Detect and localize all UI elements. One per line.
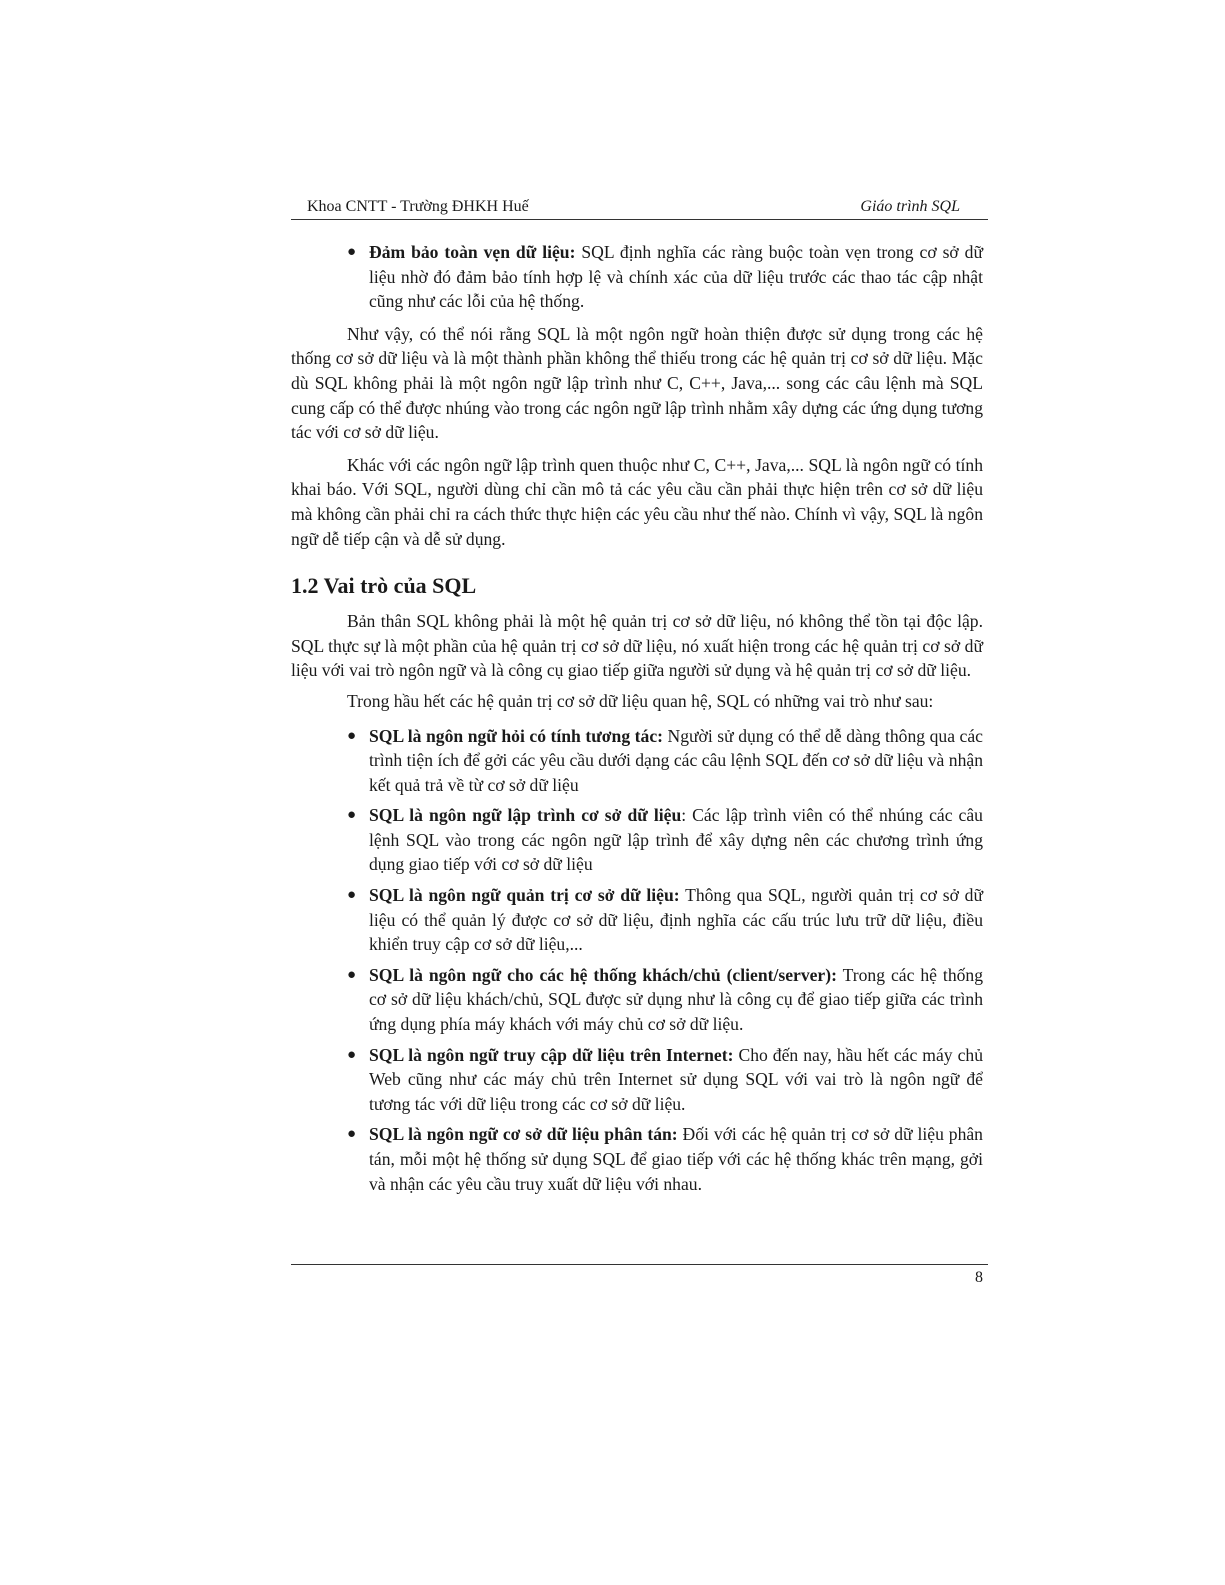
bullet-text: : Các lập trình viên có thể nhúng các câu lệnh SQL vào trong các ngôn ngữ lập trình để xây dựng nên các chương trình ứng dụng giao tiếp với cơ sở dữ liệu (369, 805, 983, 875)
bullet-role-client-server (291, 963, 983, 1037)
bullet-icon: ● (347, 887, 357, 904)
header-institution: Khoa CNTT - Trường ĐHKH Huế (307, 198, 529, 215)
bullet-term: SQL là ngôn ngữ lập trình cơ sở dữ liệu (369, 805, 682, 826)
page-content (291, 240, 983, 1202)
bullet-text: Cho đến nay, hầu hết các máy chủ Web cũng như các máy chủ trên Internet sử dụng SQL với vai trò là ngôn ngữ để tương tác với dữ liệu trong các cơ sở dữ liệu. (369, 1044, 983, 1114)
bullet-term: SQL là ngôn ngữ hỏi có tính tương tác: (369, 725, 663, 746)
page-header (291, 192, 988, 220)
paragraph-declarative: Khác với các ngôn ngữ lập trình quen thuộc như C, C++, Java,... SQL là ngôn ngữ có tính khai báo. Với SQL, người dùng chỉ cần mô tả các yêu cầu cần phải thực hiện trên cơ sở dữ liệu mà không cần phải chỉ ra cách thức thực hiện các yêu cầu như thế nào. Chính vì vậy, SQL là ngôn ngữ dễ tiếp cận và dễ sử dụng. (291, 454, 983, 549)
bullet-term: SQL là ngôn ngữ quản trị cơ sở dữ liệu: (369, 885, 680, 906)
section-heading: 1.2 Vai trò của SQL (291, 573, 477, 599)
bullet-text: Trong các hệ thống cơ sở dữ liệu khách/chủ, SQL được sử dụng như là công cụ để giao tiếp giữa các trình ứng dụng phía máy khách với máy chủ cơ sở dữ liệu. (369, 964, 984, 1035)
bullet-text: Thông qua SQL, người quản trị cơ sở dữ liệu có thể quản lý được cơ sở dữ liệu, định nghĩa các cấu trúc lưu trữ dữ liệu, điều khiển truy cập cơ sở dữ liệu,... (369, 885, 983, 955)
bullet-icon: ● (347, 244, 357, 260)
document-page (291, 192, 988, 1302)
bullet-term: SQL là ngôn ngữ cho các hệ thống khách/chủ (client/server): (369, 964, 837, 985)
bullet-text: Người sử dụng có thể dễ dàng thông qua các trình tiện ích để gởi các yêu cầu dưới dạng các câu lệnh SQL đến cơ sở dữ liệu và nhận kết quả trả về từ cơ sở dữ liệu (369, 725, 983, 795)
bullet-data-integrity (291, 240, 983, 314)
header-book-title: Giáo trình SQL (860, 198, 960, 215)
bullet-text: Đối với các hệ quản trị cơ sở dữ liệu phân tán, mỗi một hệ thống sử dụng SQL để giao tiếp với các hệ thống khác trên mạng, gởi và nhận các yêu cầu truy xuất dữ liệu với nhau. (369, 1124, 983, 1194)
paragraph-role-list-intro: Trong hầu hết các hệ quản trị cơ sở dữ liệu quan hệ, SQL có những vai trò như sau: (347, 690, 934, 711)
bullet-term: SQL là ngôn ngữ truy cập dữ liệu trên Internet: (369, 1044, 734, 1065)
bullet-icon: ● (347, 807, 357, 824)
bullet-role-interactive (291, 724, 983, 798)
bullet-icon: ● (347, 1126, 357, 1143)
bullet-term: SQL là ngôn ngữ cơ sở dữ liệu phân tán: (369, 1124, 678, 1145)
paragraph-summary: Như vậy, có thể nói rằng SQL là một ngôn ngữ hoàn thiện được sử dụng trong các hệ thống cơ sở dữ liệu và là một thành phần không thể thiếu trong các hệ quản trị cơ sở dữ liệu. Mặc dù SQL không phải là một ngôn ngữ lập trình như C, C++, Java,... song các câu lệnh mà SQL cung cấp có thể được nhúng vào trong các ngôn ngữ lập trình nhằm xây dựng các ứng dụng tương tác với cơ sở dữ liệu. (291, 323, 983, 443)
bullet-text: SQL định nghĩa các ràng buộc toàn vẹn trong cơ sở dữ liệu nhờ đó đảm bảo tính hợp lệ và chính xác của dữ liệu trước các thao tác cập nhật cũng như các lỗi của hệ thống. (369, 242, 984, 312)
bullet-icon: ● (347, 1046, 357, 1063)
bullet-icon: ● (347, 727, 357, 744)
bullet-role-internet (291, 1043, 983, 1117)
bullet-icon: ● (347, 966, 357, 983)
paragraph-role-intro: Bản thân SQL không phải là một hệ quản trị cơ sở dữ liệu, nó không thể tồn tại độc lập. SQL thực sự là một phần của hệ quản trị cơ sở dữ liệu, nó xuất hiện trong các hệ quản trị cơ sở dữ liệu với vai trò ngôn ngữ và là công cụ giao tiếp giữa người sử dụng và hệ quản trị cơ sở dữ liệu. (291, 611, 983, 681)
bullet-role-programming (291, 803, 983, 877)
bullet-role-distributed (291, 1122, 983, 1196)
bullet-role-administration (291, 883, 983, 957)
page-footer (291, 1264, 988, 1286)
page-number: 8 (975, 1269, 983, 1286)
bullet-term: Đảm bảo toàn vẹn dữ liệu: (369, 242, 576, 262)
